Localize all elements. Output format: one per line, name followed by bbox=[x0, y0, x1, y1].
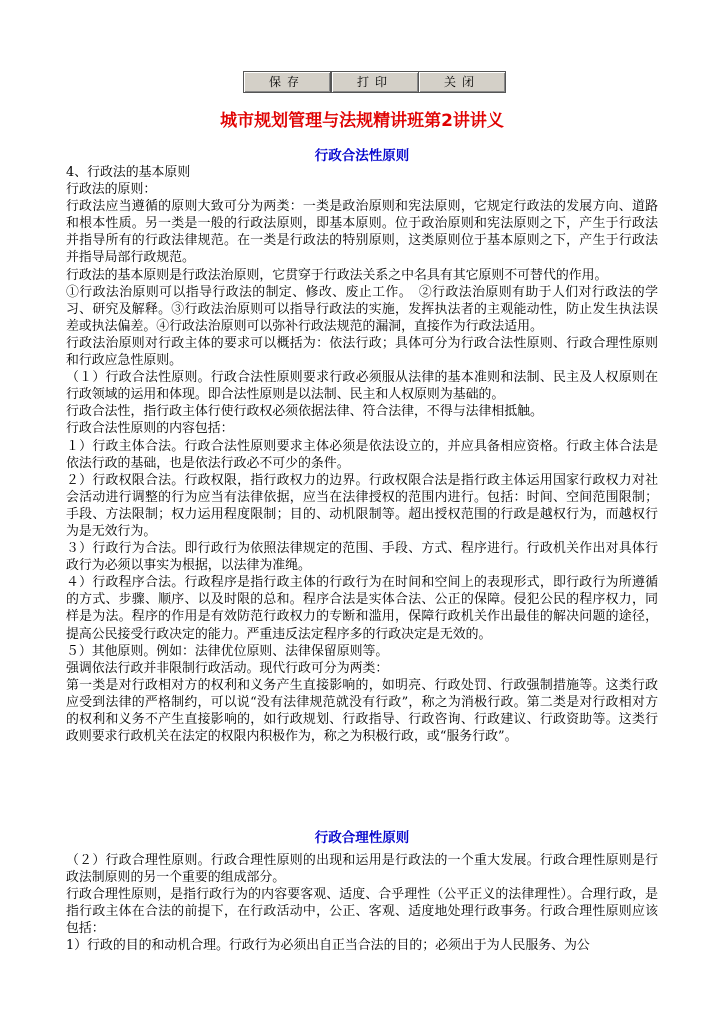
section-body-legality bbox=[66, 164, 658, 804]
paragraph: ５）其他原则。例如：法律优位原则、法律保留原则等。 bbox=[66, 643, 389, 659]
section-heading-rationality: 行政合理性原则 bbox=[314, 830, 410, 846]
paragraph: 行政法治原则对行政主体的要求可以概括为：依法行政；具体可分为行政合法性原则、行政合理性原则和行政应急性原则。 bbox=[66, 335, 658, 369]
paragraph: １）行政主体合法。行政合法性原则要求主体必须是依法设立的，并应具备相应资格。行政主体合法是依法行政的基础，也是依法行政必不可少的条件。 bbox=[66, 438, 658, 471]
paragraph: （１）行政合法性原则。行政合法性原则要求行政必须服从法律的基本准则和法制、民主及人权原则在行政领域的运用和体现。即合法性原则是以法制、民主和人权原则为基础的。 bbox=[66, 370, 658, 403]
paragraph: 行政法的原则： bbox=[66, 182, 157, 198]
section-heading-legality: 行政合法性原则 bbox=[314, 148, 410, 164]
paragraph: 强调依法行政并非限制行政活动。现代行政可分为两类： bbox=[66, 660, 389, 676]
paragraph: 行政合法性原则的内容包括： bbox=[66, 421, 234, 437]
paragraph: 行政法的基本原则是行政法治原则，它贯穿于行政法关系之中名具有其它原则不可替代的作用。 bbox=[66, 267, 608, 283]
paragraph: ２）行政权限合法。行政权限，指行政权力的边界。行政权限合法是指行政主体运用国家行政权力对社会活动进行调整的行为应当有法律依据，应当在法律授权的范围内进行。包括：时间、空间范围限制；手段、方法限制；权力运用程度限制；目的、动机限制等。超出授权范围的行政是越权行为，而越权行为是无效行为。 bbox=[66, 472, 658, 539]
page-title: 城市规划管理与法规精讲班第2讲讲义 bbox=[220, 111, 504, 131]
paragraph: 行政合理性原则，是指行政行为的内容要客观、适度、合乎理性（公平正义的法律理性）。合理行政，是指行政主体在合法的前提下，在行政活动中，公正、客观、适度地处理行政事务。行政合理性原则应该包括： bbox=[66, 887, 658, 937]
paragraph: 第一类是对行政相对方的权利和义务产生直接影响的，如明亮、行政处罚、行政强制措施等。这类行政应受到法律的严格制约，可以说“没有法律规范就没有行政”，称之为消极行政。第二类是对行政相对方的权利和义务不产生直接影响的，如行政规划、行政指导、行政咨询、行政建议、行政资助等。这类行政则要求行政机关在法定的权限内积极作为，称之为积极行政，或“服务行政”。 bbox=[66, 677, 658, 745]
paragraph: ４）行政程序合法。行政程序是指行政主体的行政行为在时间和空间上的表现形式，即行政行为所遵循的方式、步骤、顺序、以及时限的总和。程序合法是实体合法、公正的保障。侵犯公民的程序权力，同样是为法。程序的作用是有效防范行政权力的专断和滥用，保障行政机关作出最佳的解决问题的途径，提高公民接受行政决定的能力。严重违反法定程序多的行政决定是无效的。 bbox=[66, 575, 658, 642]
print-button[interactable]: 打印 bbox=[331, 71, 419, 93]
paragraph: （２）行政合理性原则。行政合理性原则的出现和运用是行政法的一个重大发展。行政合理性原则是行政法制原则的另一个重要的组成部分。 bbox=[66, 853, 658, 886]
paragraph: 4、行政法的基本原则 bbox=[66, 165, 191, 180]
paragraph: 行政合法性，指行政主体行使行政权必须依据法律、符合法律，不得与法律相抵触。 bbox=[66, 404, 543, 420]
paragraph: 行政法应当遵循的原则大致可分为两类：一类是政治原则和宪法原则，它规定行政法的发展方向、道路和根本性质。另一类是一般的行政法原则，即基本原则。位于政治原则和宪法原则之下，产生于行政法并指导所有的行政法律规范。在一类是行政法的特别原则，这类原则位于基本原则之下，产生于行政法并指导局部行政规范。 bbox=[66, 199, 658, 266]
save-button[interactable]: 保存 bbox=[243, 71, 331, 93]
section-body-rationality bbox=[66, 852, 658, 1022]
paragraph: ①行政法治原则可以指导行政法的制定、修改、废止工作。 ②行政法治原则有助于人们对行政法的学习、研究及解释。③行政法治原则可以指导行政法的实施，发挥执法者的主观能动性，防止发生执法误差或执法偏差。④行政法治原则可以弥补行政法规范的漏洞，直接作为行政法适用。 bbox=[66, 284, 658, 334]
toolbar bbox=[0, 71, 724, 93]
paragraph: ３）行政行为合法。即行政行为依照法律规定的范围、手段、方式、程序进行。行政机关作出对具体行政行为必须以事实为根据，以法律为准绳。 bbox=[66, 541, 658, 574]
close-button[interactable]: 关闭 bbox=[418, 71, 506, 93]
paragraph: 1）行政的目的和动机合理。行政行为必须出自正当合法的目的；必须出于为人民服务、为公 bbox=[66, 938, 590, 954]
